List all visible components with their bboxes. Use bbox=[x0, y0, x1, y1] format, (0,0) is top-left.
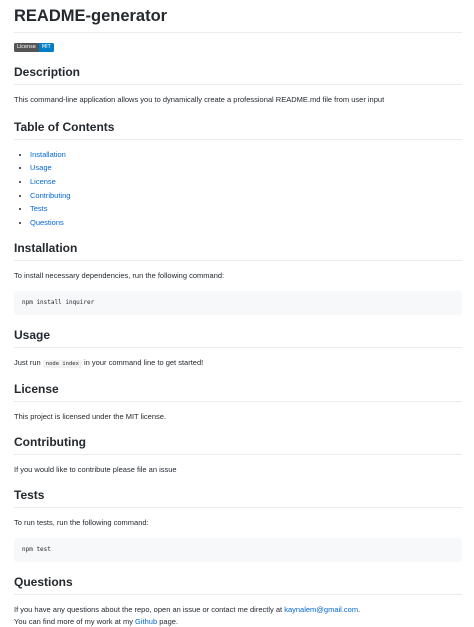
toc-section bbox=[14, 120, 462, 230]
toc-link-contributing[interactable]: Contributing bbox=[30, 190, 71, 200]
toc-item bbox=[30, 161, 462, 175]
contributing-section bbox=[14, 435, 462, 475]
toc-link-tests[interactable]: Tests bbox=[30, 204, 48, 214]
toc-link-license[interactable]: License bbox=[30, 176, 56, 186]
email-link[interactable]: kaynalem@gmail.com bbox=[284, 605, 359, 615]
license-text: This project is licensed under the MIT license. bbox=[14, 411, 167, 421]
toc-link-installation[interactable]: Installation bbox=[30, 149, 66, 159]
installation-text: To install necessary dependencies, run the following command: bbox=[14, 271, 225, 281]
usage-text bbox=[14, 358, 462, 368]
tests-heading: Tests bbox=[14, 488, 462, 508]
contributing-heading: Contributing bbox=[14, 435, 462, 455]
toc-link-usage[interactable]: Usage bbox=[30, 163, 52, 173]
contributing-text: If you would like to contribute please file an issue bbox=[14, 464, 177, 474]
toc-item bbox=[30, 148, 462, 162]
badge-value: MIT bbox=[39, 43, 54, 52]
description-text: This command-line application allows you to dynamically create a professional README.md file from user input bbox=[14, 94, 385, 104]
toc-item bbox=[30, 175, 462, 189]
installation-heading: Installation bbox=[14, 241, 462, 261]
questions-heading: Questions bbox=[14, 575, 462, 595]
description-heading: Description bbox=[14, 65, 462, 85]
badge-label: License bbox=[14, 43, 39, 52]
tests-code-block: npm test bbox=[14, 538, 462, 562]
license-badge[interactable] bbox=[14, 43, 54, 52]
usage-heading: Usage bbox=[14, 328, 462, 348]
installation-code-block: npm install inquirer bbox=[14, 291, 462, 315]
page-title: README-generator bbox=[14, 4, 462, 33]
toc-link-questions[interactable]: Questions bbox=[30, 217, 64, 227]
usage-section bbox=[14, 328, 462, 368]
questions-contact-text: If you have any questions about the repo, open an issue or contact me directly at bbox=[14, 605, 283, 615]
tests-section bbox=[14, 488, 462, 562]
installation-section bbox=[14, 241, 462, 315]
description-section bbox=[14, 65, 462, 105]
questions-github-text: You can find more of my work at my bbox=[14, 617, 133, 627]
questions-github-end: page. bbox=[159, 617, 179, 627]
questions-contact-end: . bbox=[358, 605, 361, 615]
usage-inline-code: node index bbox=[43, 360, 82, 368]
questions-section bbox=[14, 575, 462, 627]
questions-contact-line bbox=[14, 605, 462, 615]
tests-text: To run tests, run the following command: bbox=[14, 518, 149, 528]
toc-list bbox=[14, 148, 462, 230]
license-section bbox=[14, 382, 462, 422]
toc-item bbox=[30, 189, 462, 203]
badge-row bbox=[14, 41, 462, 51]
questions-github-line bbox=[14, 617, 462, 627]
license-heading: License bbox=[14, 382, 462, 402]
toc-item bbox=[30, 216, 462, 230]
toc-heading: Table of Contents bbox=[14, 120, 462, 140]
toc-item bbox=[30, 202, 462, 216]
usage-text-after: in your command line to get started! bbox=[84, 358, 204, 368]
github-link[interactable]: Github bbox=[135, 617, 158, 627]
usage-text-before: Just run bbox=[14, 358, 41, 368]
